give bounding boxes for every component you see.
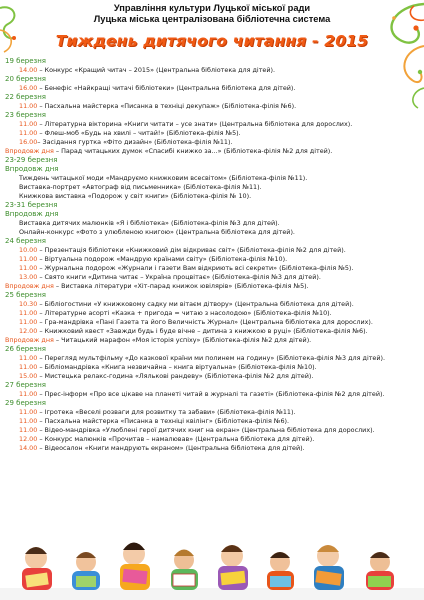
event-time: 11.00 xyxy=(19,408,38,416)
event-time: 12.00 xyxy=(19,435,38,443)
event-description: – Пасхальна майстерка «Писанка в техніці квілінг» (Бібліотека-філія №6). xyxy=(37,417,290,425)
poster-title: Тиждень дитячого читання - 2015 xyxy=(55,32,369,50)
event-description: – Відеосалон «Книги мандрують екраном» (Центральна бібліотека для дітей). xyxy=(37,444,305,452)
event-description: Онлайн-конкурс «Фото з улюбленою книгою» (Центральна бібліотека для дітей). xyxy=(19,228,295,236)
org-name-line2: Луцька міська централізована бібліотечна система xyxy=(93,14,331,24)
event-description: – Свято книги «Дитина читає – Україна процвітає» (Бібліотека-філія №3 для дітей). xyxy=(37,273,321,281)
event-time: 11.00 xyxy=(19,318,38,326)
event-description: – Гра-мандрівка «Пані Газета та його Величність Журнал» (Центральна бібліотека для дорослих). xyxy=(37,318,373,326)
schedule-event xyxy=(5,372,421,381)
schedule-event xyxy=(5,183,421,192)
schedule-event xyxy=(5,66,421,75)
schedule-event xyxy=(5,147,421,156)
schedule-event xyxy=(5,273,421,282)
schedule-date: 24 березня xyxy=(5,237,47,245)
schedule-event xyxy=(5,435,421,444)
event-description: – Засідання гуртка «Фіто дизайн» (Бібліотека-філія №11). xyxy=(37,138,233,146)
schedule-date: 29 березня xyxy=(5,399,47,407)
event-time: 11.00 xyxy=(19,129,38,137)
event-time: 16.00 xyxy=(19,84,38,92)
schedule-event xyxy=(5,102,421,111)
schedule-event xyxy=(5,138,421,147)
event-description: – Віртуальна подорож «Мандрую країнами світу» (Бібліотека-філія №10). xyxy=(37,255,288,263)
schedule-event xyxy=(5,417,421,426)
event-description: Виставка дитячих малюнків «Я і бібліотека» (Бібліотека-філія №3 для дітей). xyxy=(19,219,280,227)
event-description: – Флеш-моб «Будь на хвилі – читай!» (Бібліотека-філія №5). xyxy=(37,129,241,137)
schedule-event xyxy=(5,219,421,228)
event-time: 11.00 xyxy=(19,363,38,371)
event-time: 11.00 xyxy=(19,417,38,425)
event-time: Впродовж дня xyxy=(5,282,54,290)
event-description: – Парад читацьких думок «Спасибі книжко за...» (Бібліотека-філія №2 для дітей). xyxy=(53,147,333,155)
event-time: Впродовж дня xyxy=(5,336,54,344)
schedule-event xyxy=(5,174,421,183)
schedule-event xyxy=(5,192,421,201)
schedule-event xyxy=(5,444,421,453)
event-description: – Книжковий квест «Завжди будь і буде вічне – дитина з книжкою в руці» (Бібліотека-філія №6). xyxy=(37,327,368,335)
event-description: Виставка-портрет «Автограф від письменника» (Бібліотека-філія №11). xyxy=(19,183,262,191)
child-figure xyxy=(314,545,344,590)
event-time: 11.00 xyxy=(19,354,38,362)
event-description: – Ігротека «Веселі розваги для розвитку та забави» (Бібліотека-філія №11). xyxy=(37,408,296,416)
event-time: 11.00 xyxy=(19,309,38,317)
event-description: – Презентація бібліотеки «Книжковий дім відкриває світ» (Бібліотека-філія №2 для дітей). xyxy=(37,246,346,254)
schedule-date: 22 березня xyxy=(5,93,47,101)
schedule-event xyxy=(5,309,421,318)
schedule-date: 26 березня xyxy=(5,345,47,353)
schedule-date: Впродовж дня xyxy=(5,165,59,173)
schedule-event xyxy=(5,129,421,138)
child-figure xyxy=(366,552,394,590)
event-time: 11.00 xyxy=(19,102,38,110)
schedule-event xyxy=(5,255,421,264)
event-time: 10.00 xyxy=(19,246,38,254)
event-time: Впродовж дня xyxy=(5,147,54,155)
schedule-date: 20 березня xyxy=(5,75,47,83)
schedule-date: 23-31 березня xyxy=(5,201,58,209)
schedule-event xyxy=(5,390,421,399)
event-time: 16.00 xyxy=(19,138,38,146)
schedule-date: 19 березня xyxy=(5,57,47,65)
event-description: – Мистецька релакс-година «Лялькові рандеву» (Бібліотека-філія №2 для дітей). xyxy=(37,372,314,380)
event-description: – Конкурс «Кращий читач – 2015» (Центральна бібліотека для дітей). xyxy=(37,66,276,74)
event-time: 13.00 xyxy=(19,273,38,281)
schedule-date: 27 березня xyxy=(5,381,47,389)
event-description: – Бібліомандрівка «Книга незвичайна – книга віртуальна» (Бібліотека-філія №10). xyxy=(37,363,317,371)
event-description: – Відео-мандрівка «Улюблені герої дитячих книг на екран» (Центральна бібліотека для дорослих). xyxy=(37,426,375,434)
event-description: – Літературне асорті «Казка + пригода = читаю з насолодою» (Бібліотека-філія №10). xyxy=(37,309,332,317)
child-figure xyxy=(267,552,294,590)
schedule-event xyxy=(5,120,421,129)
child-figure xyxy=(22,547,52,590)
event-time: 11.00 xyxy=(19,426,38,434)
children-reading-illustration xyxy=(0,518,424,600)
event-description: Тиждень читацької моди «Мандруємо книжковим всесвітом» (Бібліотека-філія №11). xyxy=(19,174,308,182)
child-figure xyxy=(171,550,198,591)
event-description: – Пасхальна майстерка «Писанка в техніці декупаж» (Бібліотека-філія №6). xyxy=(37,102,297,110)
event-time: 11.00 xyxy=(19,255,38,263)
schedule-event xyxy=(5,336,421,345)
event-description: – Перегляд мультфільму «До казкової країни ми полинем на годину» (Бібліотека-філія №3 для дітей). xyxy=(37,354,386,362)
event-description: – Журнальна подорож «Журнали і газети Вам відкриють всі секрети» (Бібліотека-філія №5). xyxy=(37,264,354,272)
schedule-event xyxy=(5,282,421,291)
event-description: – Прес-інформ «Про все цікаве на планеті читай в журналі та газеті» (Бібліотека-філія №2 для дітей). xyxy=(37,390,385,398)
schedule-event xyxy=(5,327,421,336)
schedule-event xyxy=(5,426,421,435)
schedule-event xyxy=(5,408,421,417)
event-time: 12.00 xyxy=(19,327,38,335)
event-description: Книжкова виставка «Подорож у світ книги» (Бібліотека-філія № 10). xyxy=(19,192,252,200)
schedule-date: Впродовж дня xyxy=(5,210,59,218)
event-description: – Літературна вікторина «Книги читати – усе знати» (Центральна бібліотека для дорослих). xyxy=(37,120,353,128)
schedule-event xyxy=(5,318,421,327)
child-figure xyxy=(72,552,100,590)
event-description: – Читацький марафон «Моя історія успіху» (Бібліотека-філія №2 для дітей). xyxy=(53,336,312,344)
schedule-event xyxy=(5,264,421,273)
event-description: – Виставка літератури «Хіт-парад книжок ювілярів» (Бібліотека-філія №5). xyxy=(53,282,309,290)
schedule-date: 23-29 березня xyxy=(5,156,58,164)
schedule-event xyxy=(5,84,421,93)
child-figure xyxy=(120,543,150,591)
event-description: – Конкурс малюнків «Прочитав – намалював» (Центральна бібліотека для дітей). xyxy=(37,435,315,443)
event-time: 11.00 xyxy=(19,120,38,128)
schedule-date: 23 березня xyxy=(5,111,47,119)
org-name-line1: Управління культури Луцької міської ради xyxy=(113,3,311,13)
schedule-date: 25 березня xyxy=(5,291,47,299)
event-description: – Бенефіс «Найкращі читачі бібліотеки» (Центральна бібліотека для дітей). xyxy=(37,84,296,92)
schedule-event xyxy=(5,300,421,309)
event-time: 14.00 xyxy=(19,444,38,452)
schedule-event xyxy=(5,228,421,237)
event-time: 11.00 xyxy=(19,390,38,398)
event-time: 11.00 xyxy=(19,264,38,272)
event-time: 14.00 xyxy=(19,66,38,74)
schedule-event xyxy=(5,354,421,363)
schedule-event xyxy=(5,246,421,255)
schedule-event xyxy=(5,363,421,372)
event-time: 15.00 xyxy=(19,372,38,380)
event-time: 10.30 xyxy=(19,300,38,308)
child-figure xyxy=(218,545,248,590)
event-schedule xyxy=(5,57,421,453)
event-description: – Бібліогостини «У книжковому садку ми вітаєм дітвору» (Центральна бібліотека для дітей). xyxy=(37,300,354,308)
